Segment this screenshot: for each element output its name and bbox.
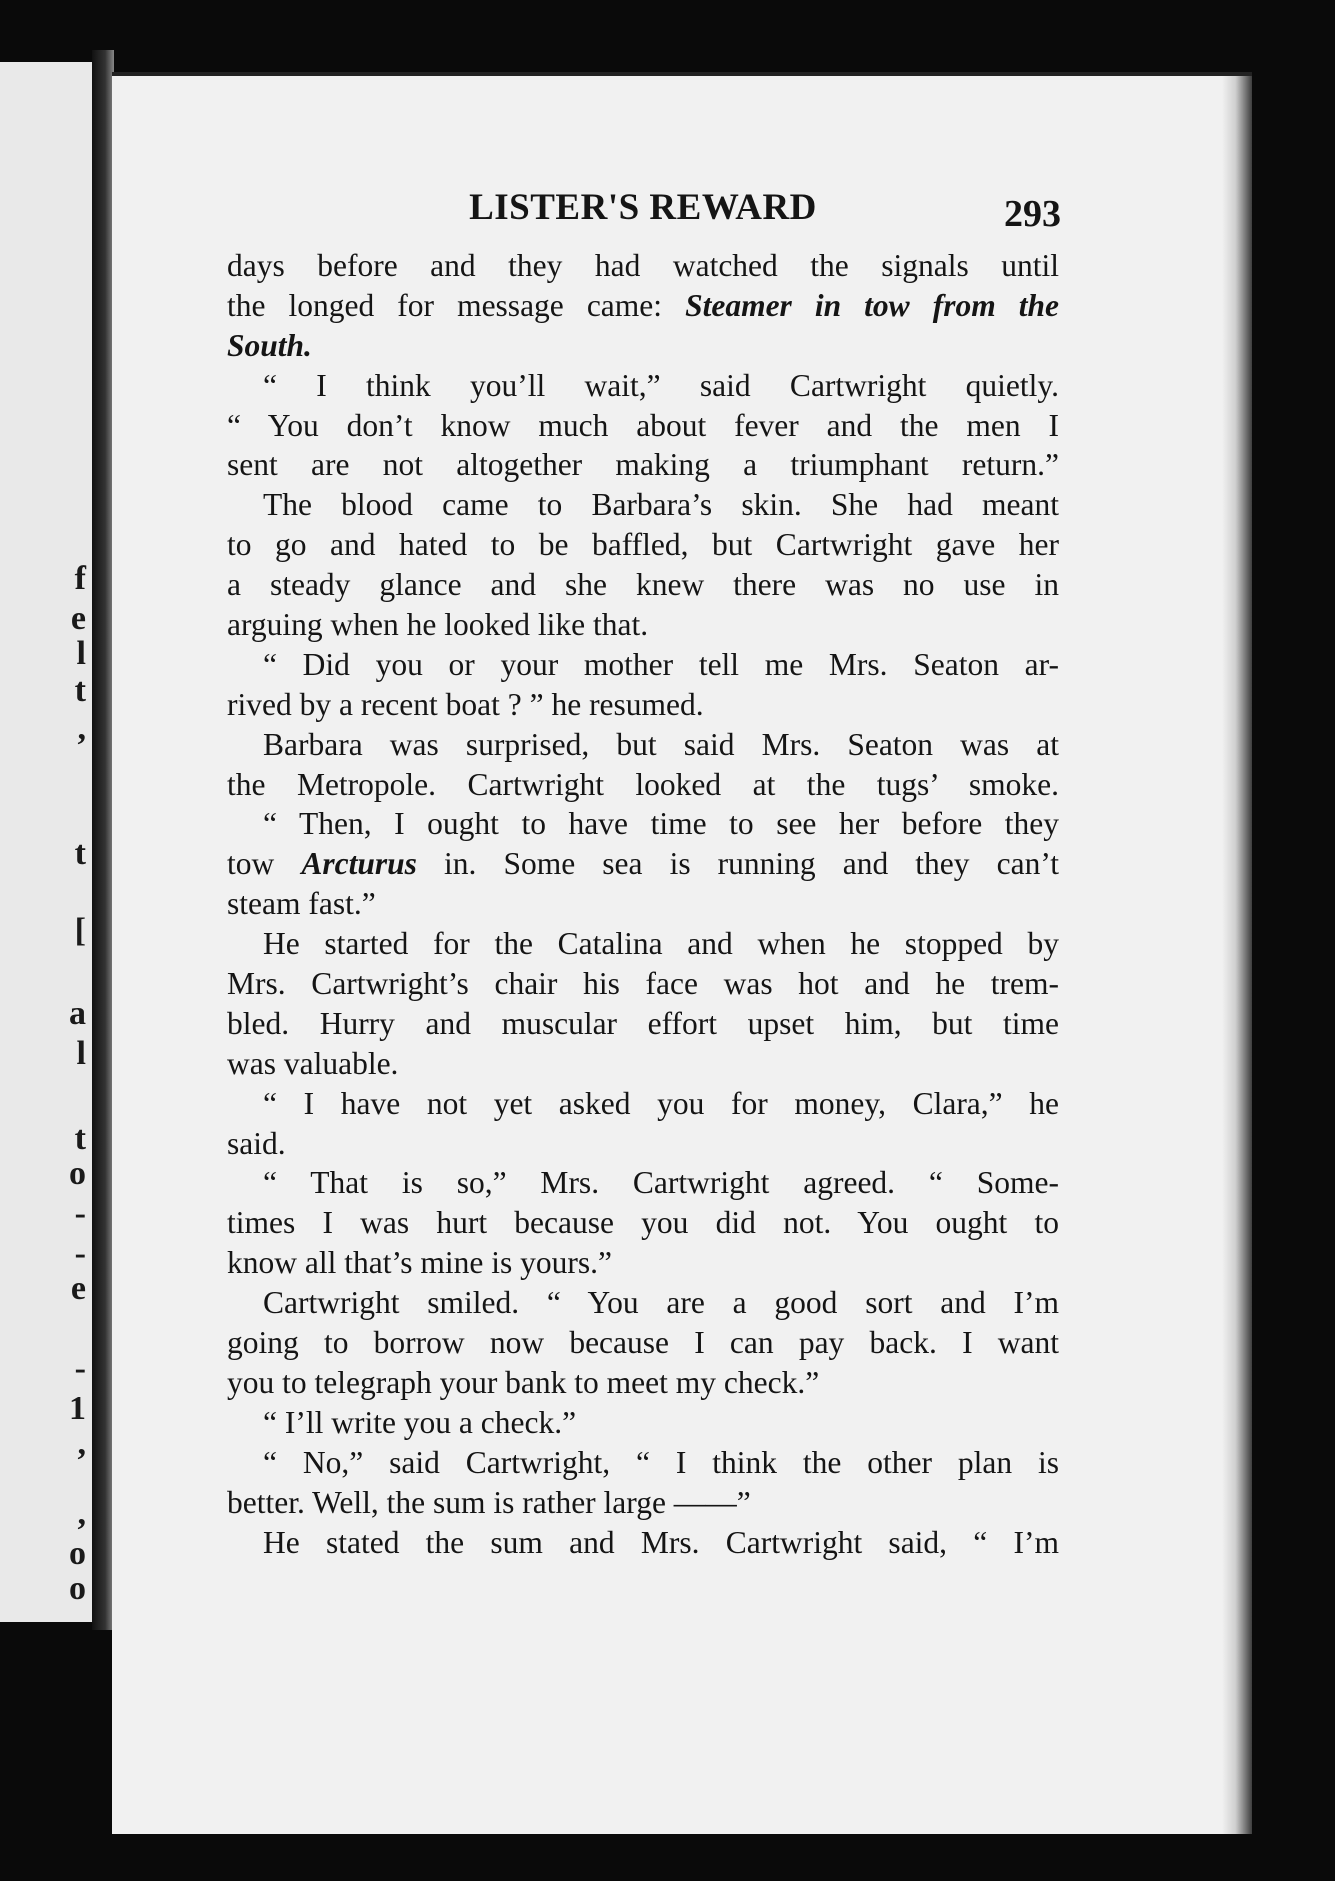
text-line: you to telegraph your bank to meet my check.” bbox=[227, 1364, 820, 1400]
text-line: the Metropole. Cartwright looked at the tugs’ smoke. bbox=[227, 766, 1059, 802]
text-line bbox=[227, 286, 1059, 326]
text-line: Mrs. Cartwright’s chair his face was hot and he trem- bbox=[227, 966, 1059, 1002]
text-line: said. bbox=[227, 1125, 286, 1161]
page-header bbox=[227, 186, 1059, 246]
text-line bbox=[227, 844, 1059, 884]
left-page-fragment: t bbox=[74, 835, 86, 872]
text-line: “ No,” said Cartwright, “ I think the other plan is bbox=[263, 1444, 1059, 1480]
text-line: “ Did you or your mother tell me Mrs. Seaton ar- bbox=[263, 646, 1059, 682]
page-number: 293 bbox=[1004, 193, 1061, 235]
text-line: Cartwright smiled. “ You are a good sort and I’m bbox=[263, 1285, 1059, 1321]
left-facing-page bbox=[0, 62, 92, 1622]
text-line: steam fast.” bbox=[227, 886, 376, 922]
italic-text-span: Steamer in tow from the bbox=[685, 287, 1059, 323]
left-page-fragment: e bbox=[70, 600, 86, 637]
left-page-fragment: , bbox=[77, 710, 86, 747]
left-page-fragment: o bbox=[69, 1570, 86, 1607]
text-line: was valuable. bbox=[227, 1045, 399, 1081]
book-gutter bbox=[92, 50, 114, 1630]
text-line: rived by a recent boat ? ” he resumed. bbox=[227, 686, 704, 722]
left-page-fragment: 1 bbox=[69, 1390, 86, 1427]
text-span: in. Some sea is running and they can’t bbox=[416, 846, 1060, 882]
italic-text-span: South. bbox=[227, 327, 312, 363]
text-line bbox=[227, 326, 1059, 366]
running-title: LISTER'S REWARD bbox=[469, 187, 817, 228]
text-line: “ I’ll write you a check.” bbox=[263, 1404, 577, 1440]
text-line: “ I have not yet asked you for money, Clara,” he bbox=[263, 1085, 1059, 1121]
text-line: know all that’s mine is yours.” bbox=[227, 1245, 612, 1281]
text-line: “ You don’t know much about fever and the men I bbox=[227, 407, 1059, 443]
page-text-block bbox=[227, 186, 1059, 1562]
italic-text-span: Arcturus bbox=[301, 846, 417, 882]
text-line: “ I think you’ll wait,” said Cartwright quietly. bbox=[263, 367, 1059, 403]
text-line: better. Well, the sum is rather large ——” bbox=[227, 1484, 751, 1520]
text-line: arguing when he looked like that. bbox=[227, 607, 649, 643]
text-line: He started for the Catalina and when he stopped by bbox=[263, 926, 1059, 962]
text-line: Barbara was surprised, but said Mrs. Seaton was at bbox=[263, 726, 1059, 762]
text-line: bled. Hurry and muscular effort upset him, but time bbox=[227, 1005, 1059, 1041]
text-line: days before and they had watched the signals until bbox=[227, 248, 1059, 283]
left-page-fragment: o bbox=[69, 1155, 86, 1192]
left-page-fragment: t bbox=[74, 1120, 86, 1157]
left-page-fragment: t bbox=[74, 672, 86, 709]
text-line: to go and hated to be baffled, but Cartwright gave her bbox=[227, 527, 1059, 563]
left-page-fragment: - bbox=[74, 1235, 86, 1272]
left-page-fragment: - bbox=[74, 1350, 86, 1387]
left-page-fragment: , bbox=[77, 1425, 86, 1462]
text-line: a steady glance and she knew there was no use in bbox=[227, 567, 1059, 603]
left-page-fragment: f bbox=[74, 560, 86, 597]
page-bottom-edge bbox=[112, 1834, 1252, 1881]
left-page-fragment: [ bbox=[74, 912, 86, 949]
text-span: the longed for message came: bbox=[227, 287, 686, 323]
left-page-fragment: a bbox=[69, 995, 86, 1032]
text-line: “ Then, I ought to have time to see her before they bbox=[263, 806, 1059, 842]
left-page-fragment: e bbox=[70, 1270, 86, 1307]
left-page-fragment: l bbox=[76, 1035, 86, 1072]
text-span: tow bbox=[227, 846, 302, 882]
text-line: sent are not altogether making a triumphant return.” bbox=[227, 447, 1059, 483]
text-line: He stated the sum and Mrs. Cartwright said, “ I’m bbox=[263, 1524, 1059, 1560]
left-page-fragment: , bbox=[77, 1495, 86, 1532]
text-line: going to borrow now because I can pay back. I want bbox=[227, 1325, 1059, 1361]
left-page-fragment: l bbox=[76, 635, 86, 672]
text-line: “ That is so,” Mrs. Cartwright agreed. “ Some- bbox=[263, 1165, 1059, 1201]
text-line: The blood came to Barbara’s skin. She had meant bbox=[263, 487, 1059, 523]
left-page-fragment: o bbox=[69, 1535, 86, 1572]
left-page-fragment: - bbox=[74, 1195, 86, 1232]
text-line: times I was hurt because you did not. You ought to bbox=[227, 1205, 1059, 1241]
